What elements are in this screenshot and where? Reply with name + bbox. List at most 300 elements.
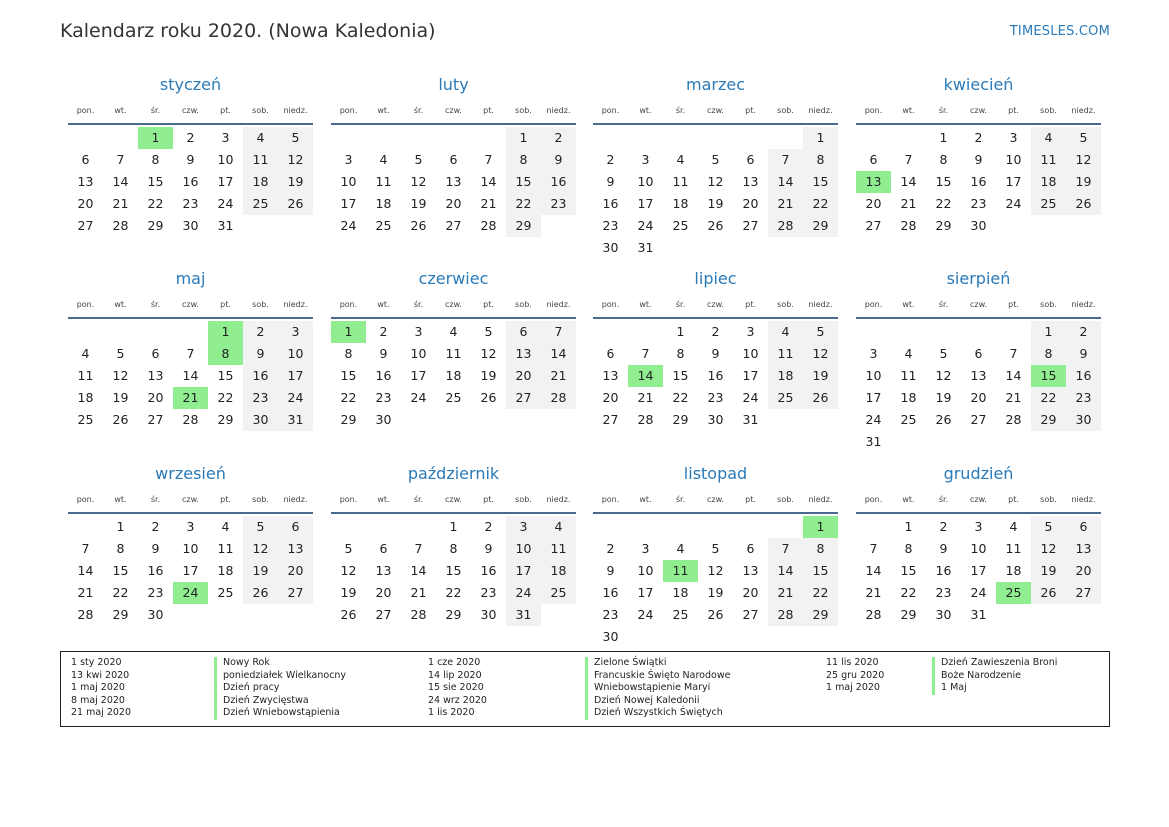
day-cell: 22 [900,585,917,600]
day-cell: 14 [77,563,94,578]
day-cell: 9 [606,174,615,189]
day-cell: 20 [445,196,462,211]
day-cell: 22 [445,585,462,600]
day-cell: 21 [410,585,427,600]
month-divider [68,123,313,125]
day-cell: 14 [1005,368,1022,383]
day-cell: 28 [480,218,497,233]
weekday-label: niedz. [1071,300,1096,309]
day-cell: 23 [375,390,392,405]
day-cell: 20 [970,390,987,405]
day-cell: 18 [900,390,917,405]
day-cell: 14 [865,563,882,578]
day-cell: 31 [506,604,541,626]
day-cell: 28 [768,215,803,237]
day-cell: 25 [243,193,278,215]
weekday-label: czw. [970,106,987,115]
day-cell: 19 [803,365,838,387]
day-cell: 15 [803,560,838,582]
day-cell: 24 [217,196,234,211]
day-cell: 2 [939,519,948,534]
weekday-label: pon. [864,495,883,504]
day-cell: 7 [869,541,878,556]
day-cell: 3 [221,130,230,145]
weekday-label: pt. [745,495,756,504]
day-cell: 4 [243,127,278,149]
day-cell: 2 [711,324,720,339]
day-cell: 23 [541,193,576,215]
day-cell: 18 [445,368,462,383]
day-cell: 13 [147,368,164,383]
weekday-label: pon. [76,495,95,504]
day-cell: 20 [742,196,759,211]
month-name: lipiec [694,269,737,288]
day-cell: 30 [147,607,164,622]
holiday-row [71,682,346,695]
month-divider [68,317,313,319]
day-cell: 26 [278,193,313,215]
holiday-date: 11 lis 2020 [826,657,879,668]
day-cell: 26 [480,390,497,405]
day-cell: 6 [746,152,755,167]
day-cell: 22 [935,196,952,211]
weekday-label: wt. [902,300,915,309]
weekday-label: pt. [220,495,231,504]
day-cell: 2 [379,324,388,339]
day-cell: 29 [803,604,838,626]
day-cell: 8 [803,538,838,560]
month-name: listopad [683,464,748,483]
day-cell: 11 [541,538,576,560]
day-cell: 25 [541,582,576,604]
day-cell: 13 [278,538,313,560]
month-name: grudzień [943,464,1014,483]
day-cell: 14 [410,563,427,578]
day-cell: 4 [1031,127,1066,149]
weekday-header [856,300,1101,312]
holiday-date: 1 sty 2020 [71,657,122,668]
day-cell: 12 [803,343,838,365]
weekday-header [68,300,313,312]
weekday-label: pt. [745,300,756,309]
day-cell: 13 [77,174,94,189]
day-cell: 4 [904,346,913,361]
day-cell: 27 [742,218,759,233]
weekday-label: wt. [639,495,652,504]
month-name: kwiecień [943,75,1014,94]
day-cell: 27 [77,218,94,233]
day-cell: 15 [803,171,838,193]
day-cell: 15 [445,563,462,578]
day-cell: 23 [707,390,724,405]
weekday-label: sob. [515,106,532,115]
day-cell: 31 [865,434,882,449]
day-cell: 10 [340,174,357,189]
weekday-label: pt. [220,300,231,309]
day-cell: 29 [340,412,357,427]
day-cell: 4 [379,152,388,167]
day-cell: 7 [541,321,576,343]
day-cell: 22 [1031,387,1066,409]
holiday-date: 1 maj 2020 [71,682,125,694]
day-cell: 7 [768,538,803,560]
day-cell: 18 [541,560,576,582]
weekday-label: czw. [182,300,199,309]
day-cell: 2 [484,519,493,534]
weekday-label: śr. [413,495,424,504]
day-cell: 26 [935,412,952,427]
weekday-header [331,300,576,312]
day-cell: 27 [147,412,164,427]
holiday-date: 14 lip 2020 [428,669,482,681]
weekday-label: czw. [707,300,724,309]
weekday-label: sob. [252,300,269,309]
day-cell: 10 [637,174,654,189]
day-cell: 3 [1009,130,1018,145]
day-cell: 11 [77,368,94,383]
day-cell: 26 [1066,193,1101,215]
day-cell: 14 [768,171,803,193]
month-divider [331,123,576,125]
month-divider [593,512,838,514]
day-cell: 13 [375,563,392,578]
day-cell: 27 [445,218,462,233]
weekday-label: niedz. [546,495,571,504]
day-cell: 19 [112,390,129,405]
day-cell: 3 [278,321,313,343]
weekday-label: pt. [483,495,494,504]
weekday-label: pt. [1008,495,1019,504]
day-cell: 20 [375,585,392,600]
day-cell: 8 [1031,343,1066,365]
day-cell: 19 [278,171,313,193]
day-cell: 7 [186,346,195,361]
day-cell: 13 [506,343,541,365]
weekday-header [68,495,313,507]
day-cell: 22 [112,585,129,600]
day-cell: 20 [1066,560,1101,582]
holiday-name: Wniebowstąpienie Maryi [585,682,710,695]
day-cell: 2 [974,130,983,145]
day-cell: 17 [637,585,654,600]
weekday-label: śr. [938,106,949,115]
day-cell: 26 [410,218,427,233]
day-cell: 30 [480,607,497,622]
day-cell: 9 [151,541,160,556]
day-cell: 26 [340,607,357,622]
holiday-day-cell: 1 [138,127,173,149]
day-cell: 21 [541,365,576,387]
weekday-label: czw. [445,106,462,115]
weekday-label: czw. [182,106,199,115]
holiday-name: Boże Narodzenie [932,670,1021,683]
day-cell: 28 [1005,412,1022,427]
day-cell: 27 [1066,582,1101,604]
holiday-name: Dzień Wszystkich Świętych [585,707,723,720]
day-cell: 22 [147,196,164,211]
day-cell: 11 [243,149,278,171]
day-cell: 12 [935,368,952,383]
day-cell: 31 [637,240,654,255]
month-name: czerwiec [418,269,489,288]
day-cell: 19 [340,585,357,600]
day-cell: 8 [151,152,160,167]
day-cell: 23 [1066,387,1101,409]
day-cell: 26 [112,412,129,427]
weekday-label: wt. [639,300,652,309]
day-cell: 18 [77,390,94,405]
holiday-row [826,670,1057,683]
day-cell: 3 [869,346,878,361]
holiday-date: 25 gru 2020 [826,669,885,681]
day-cell: 29 [1031,409,1066,431]
weekday-label: wt. [377,300,390,309]
day-cell: 27 [506,387,541,409]
day-cell: 27 [278,582,313,604]
weekday-label: śr. [150,300,161,309]
month-divider [331,512,576,514]
day-cell: 15 [112,563,129,578]
day-cell: 18 [672,585,689,600]
day-cell: 4 [81,346,90,361]
holiday-list [60,651,1110,727]
day-cell: 30 [935,607,952,622]
holiday-row [428,682,730,695]
day-cell: 21 [480,196,497,211]
weekday-label: pon. [601,300,620,309]
day-cell: 5 [414,152,423,167]
day-cell: 10 [637,563,654,578]
day-cell: 28 [112,218,129,233]
holiday-name: Nowy Rok [214,657,270,670]
day-cell: 19 [1031,560,1066,582]
holiday-day-cell: 1 [208,321,243,343]
day-cell: 7 [1009,346,1018,361]
day-cell: 30 [707,412,724,427]
month-name: październik [407,464,500,483]
day-cell: 18 [672,196,689,211]
day-cell: 9 [484,541,493,556]
day-cell: 25 [375,218,392,233]
day-cell: 7 [414,541,423,556]
holiday-date: 24 wrz 2020 [428,694,487,706]
month-name: wrzesień [155,464,226,483]
day-cell: 7 [81,541,90,556]
day-cell: 12 [278,149,313,171]
day-cell: 12 [410,174,427,189]
day-cell: 9 [974,152,983,167]
weekday-label: niedz. [808,495,833,504]
day-cell: 23 [243,387,278,409]
day-cell: 17 [410,368,427,383]
day-cell: 17 [970,563,987,578]
day-cell: 28 [768,604,803,626]
day-cell: 23 [970,196,987,211]
day-cell: 16 [375,368,392,383]
month-divider [68,512,313,514]
weekday-label: sob. [777,300,794,309]
site-link[interactable]: TIMESLES.COM [1009,24,1110,39]
day-cell: 9 [939,541,948,556]
day-cell: 3 [641,541,650,556]
holiday-row [71,707,346,720]
day-cell: 28 [541,387,576,409]
day-cell: 10 [1005,152,1022,167]
day-cell: 1 [506,127,541,149]
day-cell: 17 [217,174,234,189]
page-title: Kalendarz roku 2020. (Nowa Kaledonia) [60,20,436,42]
day-cell: 6 [81,152,90,167]
month-divider [593,123,838,125]
day-cell: 24 [506,582,541,604]
day-cell: 25 [445,390,462,405]
day-cell: 22 [217,390,234,405]
day-cell: 17 [182,563,199,578]
day-cell: 6 [974,346,983,361]
day-cell: 2 [606,541,615,556]
day-cell: 10 [865,368,882,383]
weekday-label: niedz. [1071,106,1096,115]
holiday-day-cell: 15 [1031,365,1066,387]
weekday-label: sob. [1040,300,1057,309]
day-cell: 14 [112,174,129,189]
day-cell: 23 [602,218,619,233]
day-cell: 3 [506,516,541,538]
day-cell: 12 [480,346,497,361]
day-cell: 23 [182,196,199,211]
day-cell: 4 [676,152,685,167]
day-cell: 15 [935,174,952,189]
day-cell: 12 [340,563,357,578]
day-cell: 6 [278,516,313,538]
day-cell: 16 [602,196,619,211]
day-cell: 2 [606,152,615,167]
weekday-label: wt. [902,495,915,504]
day-cell: 17 [742,368,759,383]
day-cell: 4 [768,321,803,343]
month-name: maj [175,269,206,288]
weekday-label: pt. [745,106,756,115]
day-cell: 11 [1031,149,1066,171]
weekday-header [593,300,838,312]
weekday-label: czw. [970,300,987,309]
weekday-label: czw. [445,300,462,309]
day-cell: 5 [484,324,493,339]
weekday-label: sob. [515,495,532,504]
day-cell: 26 [803,387,838,409]
day-cell: 7 [116,152,125,167]
weekday-label: niedz. [283,495,308,504]
weekday-header [68,106,313,118]
day-cell: 6 [506,321,541,343]
day-cell: 8 [116,541,125,556]
day-cell: 20 [602,390,619,405]
weekday-label: niedz. [808,106,833,115]
day-cell: 8 [449,541,458,556]
day-cell: 20 [865,196,882,211]
day-cell: 19 [480,368,497,383]
day-cell: 3 [746,324,755,339]
day-cell: 25 [77,412,94,427]
day-cell: 25 [672,607,689,622]
weekday-header [331,495,576,507]
weekday-label: śr. [938,300,949,309]
day-cell: 5 [278,127,313,149]
day-cell: 7 [641,346,650,361]
day-cell: 21 [768,582,803,604]
weekday-label: śr. [675,495,686,504]
day-cell: 24 [410,390,427,405]
day-cell: 21 [637,390,654,405]
weekday-label: sob. [1040,495,1057,504]
holiday-row [826,682,1057,695]
day-cell: 25 [217,585,234,600]
day-cell: 29 [445,607,462,622]
day-cell: 1 [449,519,458,534]
day-cell: 10 [182,541,199,556]
day-cell: 21 [900,196,917,211]
day-cell: 6 [1066,516,1101,538]
day-cell: 31 [217,218,234,233]
weekday-label: czw. [182,495,199,504]
weekday-header [593,495,838,507]
holiday-day-cell: 1 [803,516,838,538]
day-cell: 28 [865,607,882,622]
weekday-label: wt. [902,106,915,115]
day-cell: 8 [676,346,685,361]
weekday-label: śr. [675,300,686,309]
day-cell: 15 [340,368,357,383]
weekday-label: wt. [114,495,127,504]
day-cell: 10 [410,346,427,361]
day-cell: 18 [1005,563,1022,578]
weekday-label: pt. [1008,106,1019,115]
weekday-label: wt. [639,106,652,115]
day-cell: 31 [970,607,987,622]
day-cell: 13 [445,174,462,189]
day-cell: 2 [243,321,278,343]
day-cell: 24 [970,585,987,600]
holiday-row [71,695,346,708]
day-cell: 21 [865,585,882,600]
holiday-date: 1 lis 2020 [428,707,475,719]
day-cell: 11 [1005,541,1022,556]
weekday-label: wt. [114,300,127,309]
day-cell: 27 [375,607,392,622]
day-cell: 22 [672,390,689,405]
weekday-label: pon. [864,106,883,115]
day-cell: 27 [742,607,759,622]
day-cell: 29 [217,412,234,427]
day-cell: 13 [602,368,619,383]
weekday-label: niedz. [808,300,833,309]
weekday-label: niedz. [1071,495,1096,504]
day-cell: 27 [970,412,987,427]
day-cell: 6 [151,346,160,361]
weekday-label: pt. [1008,300,1019,309]
day-cell: 31 [742,412,759,427]
day-cell: 14 [182,368,199,383]
day-cell: 13 [1066,538,1101,560]
day-cell: 5 [711,541,720,556]
day-cell: 23 [602,607,619,622]
day-cell: 2 [541,127,576,149]
day-cell: 4 [221,519,230,534]
weekday-label: śr. [938,495,949,504]
day-cell: 12 [243,538,278,560]
day-cell: 1 [904,519,913,534]
day-cell: 25 [900,412,917,427]
